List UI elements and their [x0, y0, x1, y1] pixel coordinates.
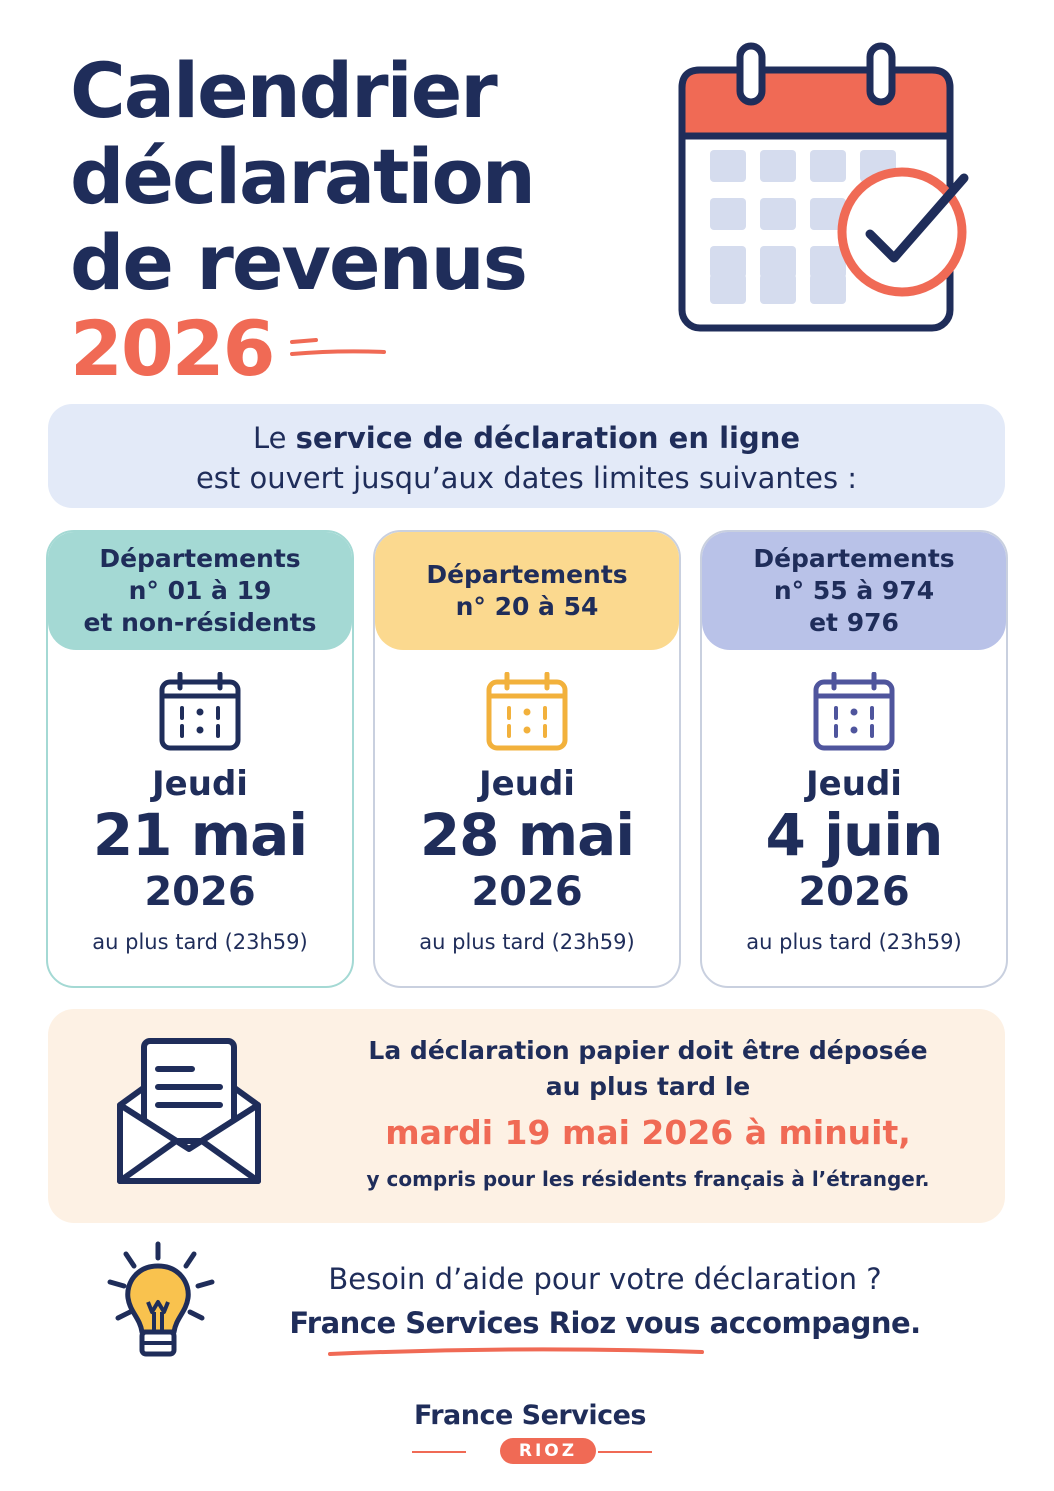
- help-underline: [326, 1344, 706, 1360]
- card-day: Jeudi: [479, 764, 575, 804]
- envelope-letter-icon: [114, 1031, 264, 1191]
- intro-line-1: [48, 418, 1005, 458]
- lightbulb-icon: [104, 1240, 224, 1364]
- intro-bold: service de déclaration en ligne: [295, 421, 801, 455]
- card-deadline-note: au plus tard (23h59): [92, 930, 308, 954]
- paper-intro: [318, 1033, 978, 1105]
- card-header: [702, 532, 1006, 650]
- card-day: Jeudi: [152, 764, 248, 804]
- title-underline: [288, 334, 388, 360]
- calendar-icon: [158, 672, 242, 752]
- title-line-2: déclaration: [70, 132, 534, 221]
- calendar-check-icon: [672, 38, 982, 338]
- divider: [598, 1451, 652, 1453]
- paper-note: y compris pour les résidents français à l’étranger.: [366, 1167, 930, 1191]
- card-deadline-note: au plus tard (23h59): [419, 930, 635, 954]
- card-date: 21 mai: [92, 801, 308, 869]
- card-year: 2026: [144, 869, 256, 915]
- card-header-line: n° 20 à 54: [455, 592, 599, 621]
- brand-name: France Services: [413, 1400, 646, 1431]
- deadline-card-3: [700, 530, 1008, 988]
- card-header-line: n° 55 à 974: [773, 576, 935, 605]
- deadline-card-1: [46, 530, 354, 988]
- card-header-line: n° 01 à 19: [128, 576, 272, 605]
- brand-badge: RIOZ: [500, 1438, 596, 1464]
- paper-line-1: La déclaration papier doit être déposée: [368, 1036, 928, 1065]
- card-header-line: et non-résidents: [83, 608, 317, 637]
- card-date: 28 mai: [419, 801, 635, 869]
- calendar-icon: [485, 672, 569, 752]
- paper-deadline: mardi 19 mai 2026 à minuit,: [385, 1113, 911, 1152]
- card-date: 4 juin: [765, 801, 943, 869]
- help-answer: France Services Rioz vous accompagne.: [289, 1306, 921, 1340]
- intro-banner: [48, 404, 1005, 508]
- title-line-1: Calendrier: [70, 46, 496, 135]
- title-year: 2026: [70, 304, 274, 393]
- card-header-line: Départements: [426, 560, 628, 589]
- paper-declaration-panel: [48, 1009, 1005, 1223]
- card-header-line: Départements: [753, 544, 955, 573]
- card-deadline-note: au plus tard (23h59): [746, 930, 962, 954]
- title-line-3: de revenus: [70, 218, 526, 307]
- brand-badge-wrap: [412, 1436, 652, 1466]
- card-day: Jeudi: [806, 764, 902, 804]
- card-year: 2026: [471, 869, 583, 915]
- card-header: [375, 532, 679, 650]
- intro-line-2: est ouvert jusqu’aux dates limites suivantes :: [195, 461, 858, 495]
- deadline-card-2: [373, 530, 681, 988]
- paper-line-2: au plus tard le: [545, 1072, 751, 1101]
- card-header-line: Départements: [99, 544, 301, 573]
- calendar-icon: [812, 672, 896, 752]
- card-header-line: et 976: [809, 608, 899, 637]
- intro-prefix: Le: [252, 421, 296, 455]
- card-header: [48, 532, 352, 650]
- help-question: Besoin d’aide pour votre déclaration ?: [328, 1262, 882, 1296]
- card-year: 2026: [798, 869, 910, 915]
- divider: [412, 1451, 466, 1453]
